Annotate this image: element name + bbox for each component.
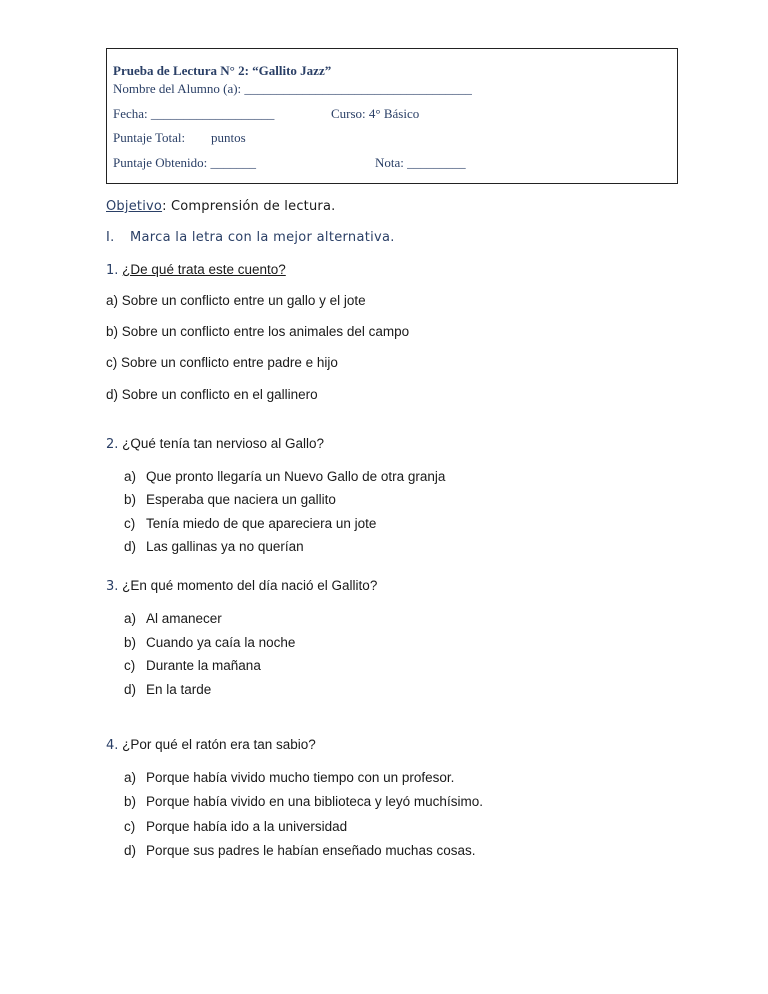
q3-option-c: c) Durante la mañana [124,658,261,673]
q4-option-b: b) Porque había vivido en una biblioteca y leyó muchísimo. [124,794,483,809]
question-number: 3. [106,579,119,594]
objective-label: Objetivo [106,199,163,214]
course-label: Curso: 4° Básico [331,106,420,121]
q4-option-c: c) Porque había ido a la universidad [124,819,348,834]
question-1 [106,262,286,278]
question-text: ¿Qué tenía tan nervioso al Gallo? [122,436,325,451]
q3-option-a: a) Al amanecer [124,611,222,626]
q1-option-c: c) Sobre un conflicto entre padre e hijo [106,355,338,370]
test-title: Prueba de Lectura N° 2: “Gallito Jazz” [113,63,332,78]
total-score-label: Puntaje Total: [113,130,186,145]
q1-option-b: b) Sobre un conflicto entre los animales del campo [106,324,410,339]
objective-text: : Comprensión de lectura. [162,199,336,214]
q4-option-d: d) Porque sus padres le habían enseñado muchas cosas. [124,843,476,858]
grade-field: Nota: _________ [375,155,466,170]
question-3 [106,578,377,594]
q1-option-d: d) Sobre un conflicto en el gallinero [106,387,318,402]
question-text: ¿Por qué el ratón era tan sabio? [122,737,316,752]
student-name-field: Nombre del Alumno (a): ___________________________________ [113,81,472,96]
question-4 [106,737,316,753]
q2-option-d: d) Las gallinas ya no querían [124,539,304,554]
test-header-box [106,48,678,184]
q3-option-b: b) Cuando ya caía la noche [124,635,296,650]
question-number: 2. [106,437,119,452]
q2-option-b: b) Esperaba que naciera un gallito [124,492,336,507]
q2-option-a: a) Que pronto llegaría un Nuevo Gallo de otra granja [124,469,446,484]
q1-option-a: a) Sobre un conflicto entre un gallo y el jote [106,293,366,308]
instruction-number: I. [106,230,115,245]
question-text: ¿En qué momento del día nació el Gallito? [122,578,378,593]
question-2 [106,436,324,452]
question-number: 1. [106,263,119,278]
objective-line [106,199,335,214]
q4-option-a: a) Porque había vivido mucho tiempo con un profesor. [124,770,455,785]
question-text: ¿De qué trata este cuento? [122,262,286,277]
date-field: Fecha: ___________________ [113,106,275,121]
q2-option-c: c) Tenía miedo de que apareciera un jote [124,516,377,531]
instruction-text: Marca la letra con la mejor alternativa. [130,230,395,245]
q3-option-d: d) En la tarde [124,682,212,697]
question-number: 4. [106,738,119,753]
obtained-score-field: Puntaje Obtenido: _______ [113,155,256,170]
instruction-line [106,230,395,245]
total-score-unit: puntos [211,130,246,145]
